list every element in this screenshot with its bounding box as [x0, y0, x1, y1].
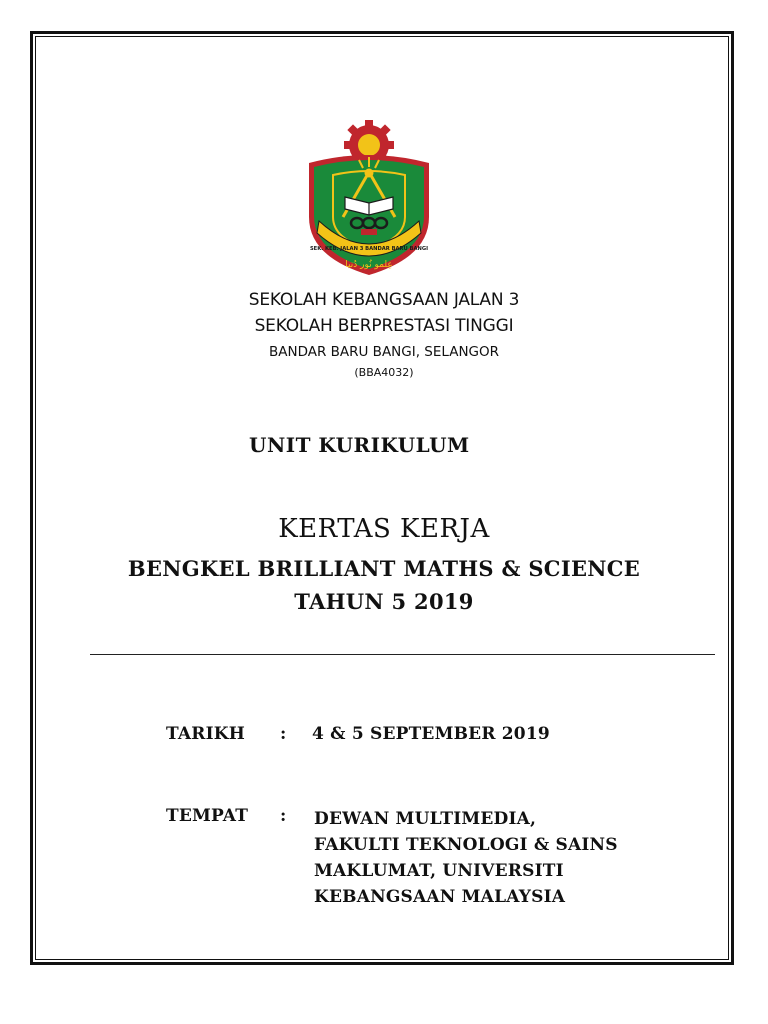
- school-status: SEKOLAH BERPRESTASI TINGGI: [254, 316, 514, 336]
- school-crest-logo: [303, 117, 435, 277]
- venue-line: MAKLUMAT, UNIVERSITI: [314, 861, 564, 881]
- document-year: TAHUN 5 2019: [294, 589, 474, 614]
- school-code: (BBA4032): [354, 366, 414, 379]
- venue-label: TEMPAT: [166, 806, 249, 826]
- crest-motto: SEK. KEB. JALAN 3 BANDAR BARU BANGI: [309, 246, 429, 252]
- document-subtitle: BENGKEL BRILLIANT MATHS & SCIENCE: [127, 556, 641, 581]
- unit-heading: UNIT KURIKULUM: [249, 433, 470, 457]
- date-value: 4 & 5 SEPTEMBER 2019: [312, 724, 550, 744]
- venue-line: DEWAN MULTIMEDIA,: [314, 809, 537, 829]
- venue-line: FAKULTI TEKNOLOGI & SAINS: [314, 835, 618, 855]
- school-name: SEKOLAH KEBANGSAAN JALAN 3: [248, 290, 520, 310]
- school-address: BANDAR BARU BANGI, SELANGOR: [268, 344, 500, 360]
- date-label: TARIKH: [166, 724, 246, 744]
- venue-line: KEBANGSAAN MALAYSIA: [314, 887, 566, 907]
- venue-separator: :: [280, 806, 287, 826]
- crest-jawi-text: عِلمو نُور دُنيا: [345, 260, 393, 270]
- lower-gear-icon: [361, 229, 377, 235]
- venue-value: [314, 806, 618, 910]
- divider: [90, 654, 715, 655]
- document-title: KERTAS KERJA: [278, 514, 490, 544]
- date-separator: :: [280, 724, 287, 744]
